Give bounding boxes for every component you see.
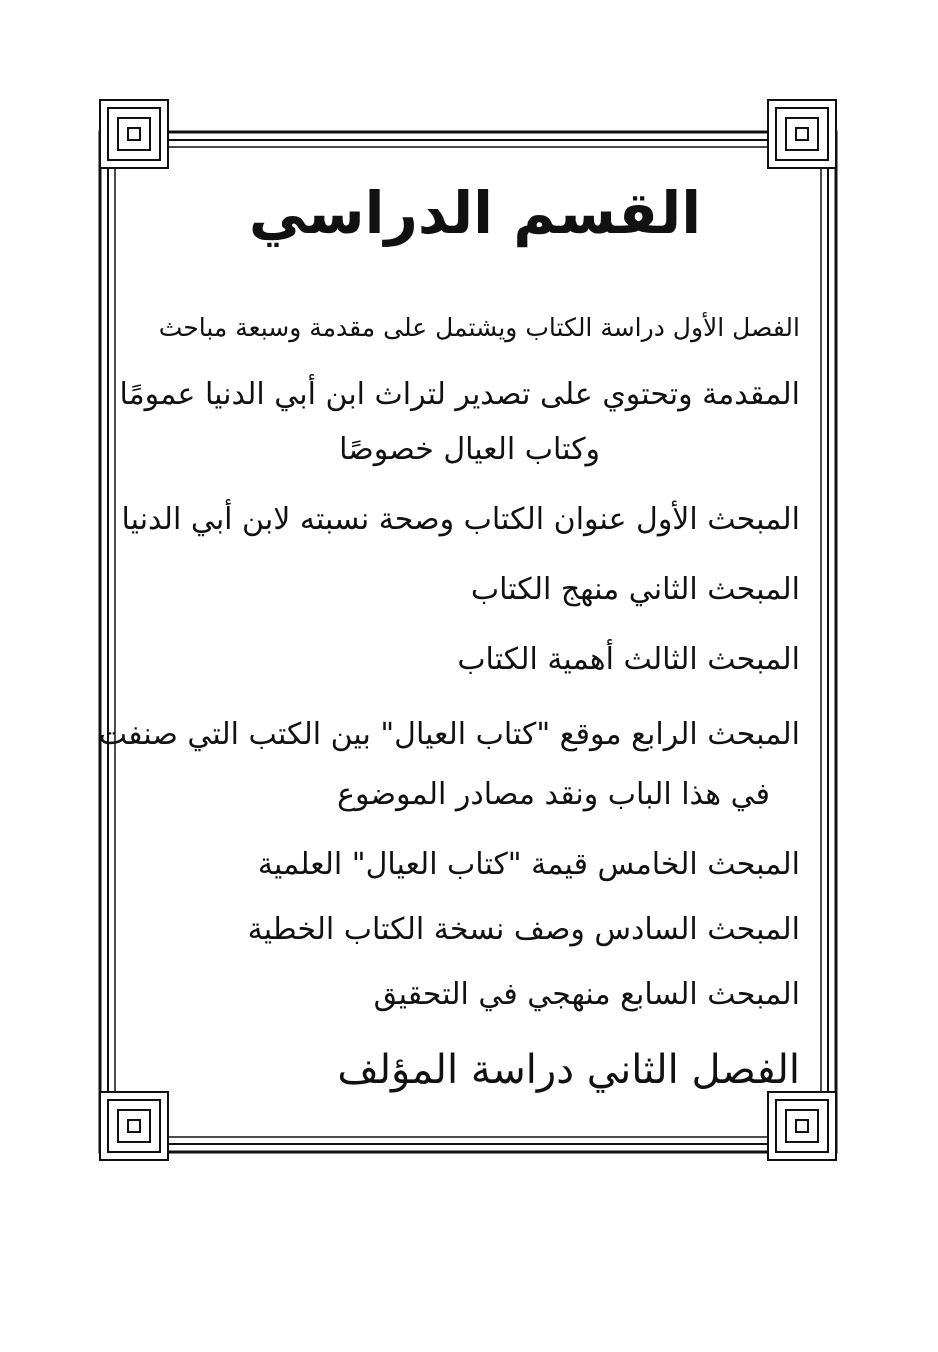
corner-ornament-bottom-right [768,1092,836,1160]
topic-4-line-1: المبحث الرابع موقع "كتاب العيال" بين الكتب التي صنفت [98,717,800,752]
topic-4-line-2: في هذا الباب ونقد مصادر الموضوع [337,777,770,812]
topic-5: المبحث الخامس قيمة "كتاب العيال" العلمية [257,847,800,882]
page-title: القسم الدراسي [248,179,702,247]
corner-ornament-bottom-left [100,1092,168,1160]
chapter-two-heading: الفصل الثاني دراسة المؤلف [337,1047,800,1093]
corner-ornament-top-right [768,100,836,168]
introduction-line-1: المقدمة وتحتوي على تصدير لتراث ابن أبي الدنيا عمومًا [119,377,800,412]
corner-ornament-top-left [100,100,168,168]
introduction-line-2: وكتاب العيال خصوصًا [339,432,600,467]
topic-6: المبحث السادس وصف نسخة الكتاب الخطية [247,912,800,947]
topic-3: المبحث الثالث أهمية الكتاب [457,642,800,677]
chapter-one-heading: الفصل الأول دراسة الكتاب ويشتمل على مقدمة وسبعة مباحث [158,313,800,342]
topic-7: المبحث السابع منهجي في التحقيق [373,977,800,1012]
topic-1: المبحث الأول عنوان الكتاب وصحة نسبته لابن أبي الدنيا [121,502,800,537]
topic-2: المبحث الثاني منهج الكتاب [470,572,800,607]
